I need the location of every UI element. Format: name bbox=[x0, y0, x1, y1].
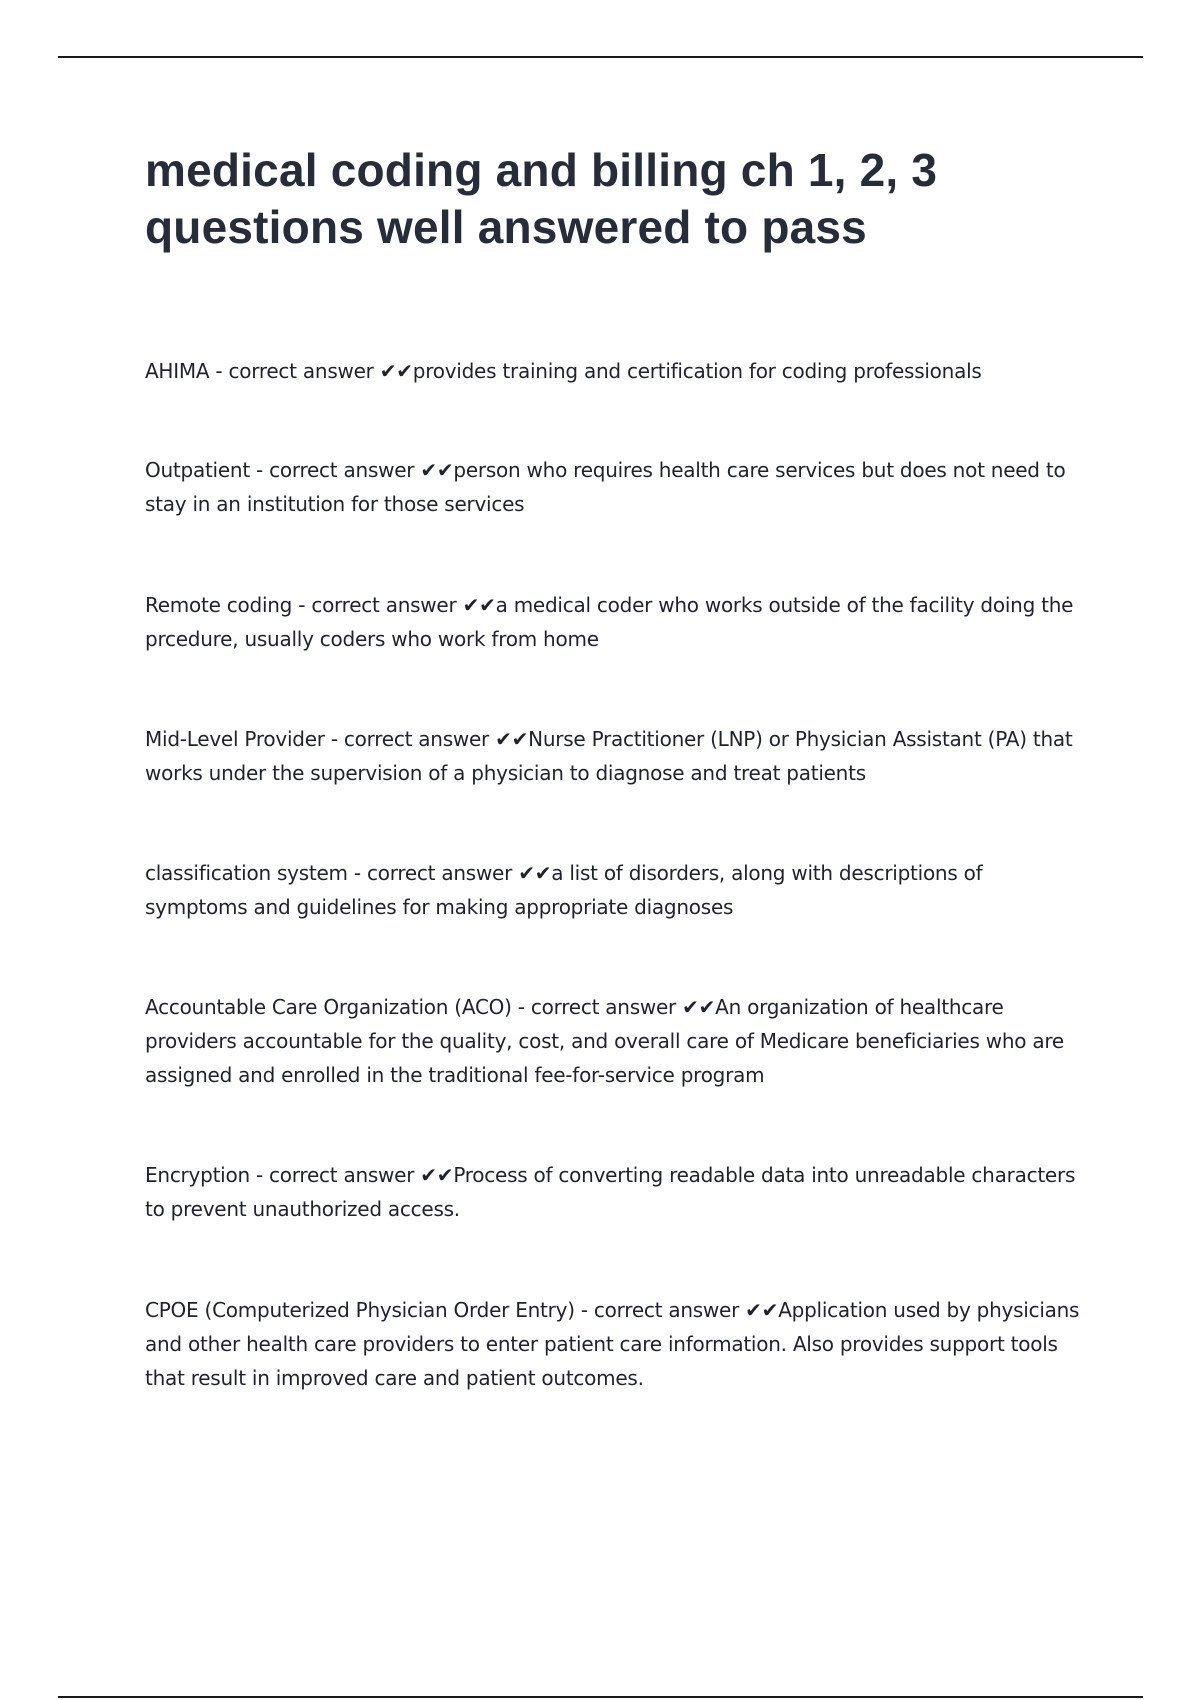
double-check-icon: ✔✔ bbox=[682, 995, 716, 1019]
double-check-icon: ✔✔ bbox=[420, 458, 454, 482]
double-check-icon: ✔✔ bbox=[379, 359, 413, 383]
qa-answer: a list of disorders, along with descriptions of symptoms and guidelines for making appropriate diagnoses bbox=[145, 861, 983, 919]
qa-answer: a medical coder who works outside of the facility doing the prcedure, usually coders who work from home bbox=[145, 593, 1074, 651]
qa-answer: Process of converting readable data into unreadable characters to prevent unauthorized access. bbox=[145, 1163, 1076, 1221]
qa-term: Encryption bbox=[145, 1163, 250, 1187]
qa-term: Remote coding bbox=[145, 593, 293, 617]
qa-item-classification-system bbox=[145, 856, 1085, 924]
qa-item-mid-level-provider bbox=[145, 722, 1085, 790]
qa-answer: An organization of healthcare providers accountable for the quality, cost, and overall care of Medicare beneficiaries who are assigned and enrolled in the traditional fee-for-service program bbox=[145, 995, 1064, 1087]
double-check-icon: ✔✔ bbox=[462, 593, 496, 617]
double-check-icon: ✔✔ bbox=[745, 1298, 779, 1322]
qa-answer: Application used by physicians and other health care providers to enter patient care information. Also provides support tools that result in improved care and patient outcomes. bbox=[145, 1298, 1080, 1390]
qa-separator: - correct answer bbox=[249, 1163, 421, 1187]
qa-term: Accountable Care Organization (ACO) bbox=[145, 995, 512, 1019]
qa-term: AHIMA bbox=[145, 359, 210, 383]
double-check-icon: ✔✔ bbox=[518, 861, 552, 885]
qa-item-aco bbox=[145, 990, 1085, 1092]
qa-item-ahima bbox=[145, 354, 1085, 388]
qa-answer: provides training and certification for coding professionals bbox=[412, 359, 982, 383]
double-check-icon: ✔✔ bbox=[420, 1163, 454, 1187]
qa-term: Outpatient bbox=[145, 458, 250, 482]
qa-term: CPOE (Computerized Physician Order Entry) bbox=[145, 1298, 575, 1322]
bottom-divider bbox=[58, 1696, 1143, 1698]
qa-separator: - correct answer bbox=[324, 727, 496, 751]
qa-answer: Nurse Practitioner (LNP) or Physician Assistant (PA) that works under the supervision of a physician to diagnose and treat patients bbox=[145, 727, 1073, 785]
qa-separator: - correct answer bbox=[511, 995, 683, 1019]
qa-item-cpoe bbox=[145, 1293, 1085, 1395]
qa-term: classification system bbox=[145, 861, 348, 885]
qa-term: Mid-Level Provider bbox=[145, 727, 325, 751]
qa-answer: person who requires health care services but does not need to stay in an institution for those services bbox=[145, 458, 1066, 516]
qa-separator: - correct answer bbox=[209, 359, 380, 383]
qa-item-outpatient bbox=[145, 453, 1085, 521]
page-title: medical coding and billing ch 1, 2, 3 questions well answered to pass bbox=[145, 144, 938, 253]
double-check-icon: ✔✔ bbox=[495, 727, 529, 751]
top-divider bbox=[58, 56, 1143, 58]
qa-separator: - correct answer bbox=[249, 458, 421, 482]
qa-separator: - correct answer bbox=[574, 1298, 746, 1322]
qa-separator: - correct answer bbox=[347, 861, 519, 885]
qa-separator: - correct answer bbox=[292, 593, 463, 617]
qa-item-remote-coding bbox=[145, 588, 1085, 656]
qa-item-encryption bbox=[145, 1158, 1085, 1226]
